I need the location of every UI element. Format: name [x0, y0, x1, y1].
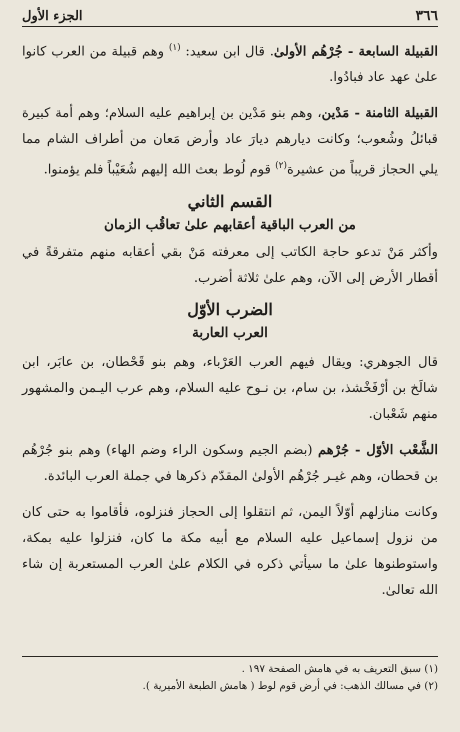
tribe-seven-text-b: وهم قبيلة من العرب كانوا علىٰ عهد عاد فبادُوا. — [22, 44, 438, 86]
tribe-eight-text-b: قوم لُوط بعث الله إليهم شُعَيْباً فلم يؤمنوا. — [43, 162, 276, 178]
tribe-seven-text-a: . قال ابن سعيد: — [180, 44, 274, 60]
paragraph-tribe-eight — [22, 101, 438, 183]
first-branch-text: (بضم الجيم وسكون الراء وضم الهاء) وهم بنو جُرْهُم بن قحطان، وهم غيـر جُرْهُم الأولىٰ المقدّم ذكرها في جملة العرب البائدة. — [22, 442, 438, 484]
paragraph-tribe-seven — [22, 35, 438, 91]
first-branch-heading: الشَّعْب الأوّل - جُرْهم — [318, 442, 438, 458]
first-category-subtitle: العرب العاربة — [192, 324, 268, 341]
first-category-title: الضرب الأوّل — [187, 299, 273, 319]
footnote-ref-1[interactable]: (١) — [168, 43, 181, 53]
paragraph-dwellings: وكانت منازلهم أوّلاً اليمن، ثم انتقلوا إلى الحجاز فنزلوه، فأقاموا به حتى كان من نزول إسماعيل عليه السلام مع أبيه مكة ما كان، فنزلوا عليه بمكة، واستوطنوها علىٰ ما سيأتي ذكره في الكلام علىٰ العرب المستعربة إن شاء الله تعالىٰ. — [22, 504, 438, 598]
footnote-ref-2[interactable]: (٢) — [275, 161, 287, 172]
footnotes — [22, 656, 438, 695]
footnote-1: (١) سبق التعريف به في هامش الصفحة ١٩٧ . — [241, 663, 438, 675]
tribe-seven-heading: القبيلة السابعة - جُرْهُم الأولىٰ — [273, 44, 438, 60]
paragraph-jawhari: قال الجوهري: ويقال فيهم العرب العَرْباء، وهم بنو قَحْطان، بن عابَر، ابن شالَخ بن أرْفَخْشذ، بن سام، بن نـوح عليه السلام، وهم عرب اليـمن والمشهور منهم شَعْبان. — [22, 354, 438, 422]
tribe-eight-text-a: ، وهم بنو مَدْين بن إبراهيم عليه السلام؛ وهم أمة كبيرة قبائلُ وشُعوب؛ وكانت ديارهم ديارَ عاد وأرض مَعان من أطراف الشام مما يلي الحجاز قريباً من عشيرة — [22, 106, 438, 178]
running-header — [22, 8, 438, 27]
paragraph-section-two-intro: وأكثر مَنْ تدعو حاجة الكاتب إلى معرفته مَنْ بقي أعقابه منهم متفرقةً في أقطار الأرض إلى الآن، وهم علىٰ ثلاثة أضرب. — [22, 244, 438, 286]
page-number: ٣٦٦ — [415, 8, 438, 24]
tribe-eight-heading: القبيلة الثامنة - مَدْين — [321, 106, 438, 122]
footnote-2: (٢) في مسالك الذهب: في أرض قوم لوط ( هامش الطبعة الأميرية ). — [142, 680, 438, 692]
section-two-title: القسم الثاني — [187, 191, 273, 211]
section-two-subtitle: من العرب الباقية أعقابهم علىٰ تعاقُب الزمان — [104, 216, 356, 233]
paragraph-first-branch — [22, 438, 438, 490]
volume-title: الجزء الأول — [22, 9, 83, 24]
